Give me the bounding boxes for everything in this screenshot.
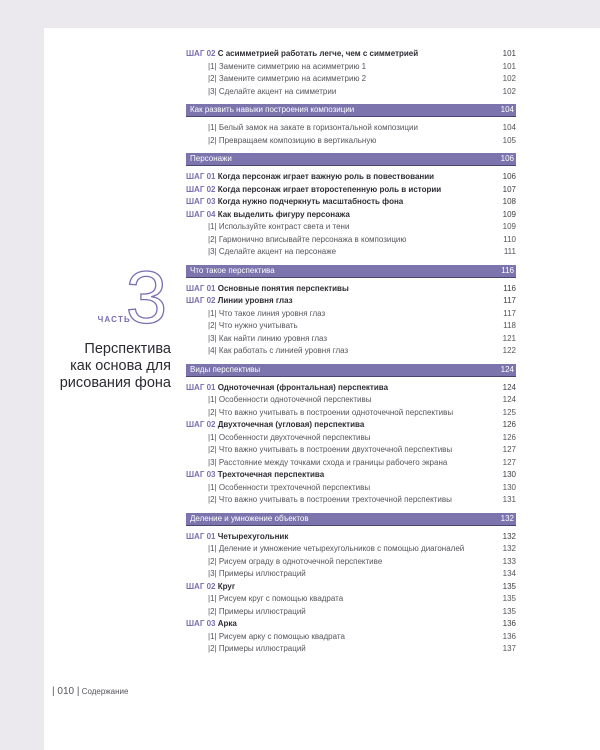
toc-sub-entry[interactable]: [186, 432, 516, 445]
toc-entry-title: Расстояние между точками схода и границы рабочего экрана: [218, 457, 448, 467]
toc-entry-page: 101: [502, 61, 516, 71]
toc-sub-entry[interactable]: [186, 568, 516, 581]
toc-entry-page: 118: [503, 321, 516, 330]
toc-entry-text: [186, 171, 434, 184]
toc-entry-title: Превращаем композицию в вертикальную: [218, 135, 377, 145]
toc-entry-title: Когда персонаж играет важную роль в повествовании: [217, 172, 435, 181]
toc-sub-entry[interactable]: [186, 234, 516, 247]
toc-sub-entry[interactable]: [186, 407, 516, 420]
toc-step-entry[interactable]: [186, 295, 516, 308]
toc-entry-text: [186, 209, 350, 222]
part-title-line: Перспектива: [84, 341, 171, 357]
toc-step-entry[interactable]: [186, 48, 516, 61]
toc-section-page: 106: [500, 154, 514, 163]
toc-sub-label: |2|: [208, 495, 217, 504]
toc-section-title: Как развить навыки построения композиции: [190, 105, 355, 114]
toc-sub-entry[interactable]: [186, 543, 516, 556]
toc-entry-title: Трехточечная перспектива: [217, 470, 325, 479]
toc-sub-label: |2|: [208, 234, 217, 244]
toc-entry-title: Что такое линия уровня глаз: [218, 308, 326, 318]
toc-entry-title: Линии уровня глаз: [217, 296, 293, 305]
toc-entry-title: Белый замок на закате в горизонтальной композиции: [218, 123, 418, 132]
toc-entry-page: 133: [502, 556, 516, 566]
toc-spacer: [186, 98, 516, 101]
toc-sub-entry[interactable]: [186, 86, 516, 99]
toc-step-entry[interactable]: [186, 581, 516, 594]
toc-sub-entry[interactable]: [186, 494, 516, 507]
toc-entry-page: 135: [502, 581, 516, 591]
toc-entry-title: Примеры иллюстраций: [218, 644, 306, 653]
toc-step-entry[interactable]: [186, 209, 516, 222]
toc-entry-page: 122: [502, 346, 516, 355]
toc-step-label: ШАГ 01: [186, 172, 216, 181]
toc-entry-text: [208, 86, 336, 99]
toc-entry-text: [208, 320, 298, 333]
toc-entry-text: [208, 122, 418, 135]
toc-section-page: 124: [500, 364, 514, 374]
toc-sub-label: |2|: [208, 556, 217, 566]
toc-entry-text: [208, 494, 452, 507]
toc-entry-page: 127: [502, 445, 516, 454]
toc-entry-page: 135: [502, 594, 516, 603]
footer-section: Содержание: [81, 687, 129, 696]
toc-entry-title: Двухточечная (угловая) перспектива: [217, 420, 365, 429]
page-footer: [52, 686, 128, 697]
toc-step-entry[interactable]: [186, 531, 516, 544]
toc-sub-entry[interactable]: [186, 308, 516, 321]
toc-step-entry[interactable]: [186, 283, 516, 296]
toc-entry-text: [208, 457, 447, 470]
toc-entry-title: Особенности двухточечной перспективы: [218, 432, 371, 442]
toc-entry-page: 106: [502, 172, 516, 181]
toc-entry-text: [208, 643, 306, 656]
toc-entry-title: Как найти линию уровня глаз: [218, 333, 328, 343]
toc-step-label: ШАГ 02: [186, 581, 216, 591]
toc-step-label: ШАГ 01: [186, 531, 216, 541]
toc-entry-page: 101: [502, 49, 516, 58]
toc-step-label: ШАГ 01: [186, 283, 216, 293]
part-title: [44, 341, 175, 392]
toc-entry-page: 116: [503, 283, 516, 293]
toc-step-label: ШАГ 02: [186, 420, 216, 429]
toc-entry-title: Рисуем круг с помощью квадрата: [218, 594, 344, 603]
toc-sub-entry[interactable]: [186, 593, 516, 606]
toc-entry-text: [208, 135, 376, 148]
toc-step-entry[interactable]: [186, 171, 516, 184]
toc-entry-text: [208, 308, 325, 321]
toc-sub-label: |1|: [208, 631, 217, 641]
toc-section-header[interactable]: [186, 104, 516, 117]
part-number: 3: [125, 256, 167, 339]
toc-sub-entry[interactable]: [186, 457, 516, 470]
toc-entry-text: [208, 333, 327, 346]
toc-entry-title: Сделайте акцент на симметрии: [218, 86, 337, 96]
toc-sub-entry[interactable]: [186, 73, 516, 86]
toc-section-title: Что такое перспектива: [190, 265, 275, 275]
toc-entry-title: Замените симметрию на асимметрию 2: [218, 74, 367, 83]
toc-entry-title: Особенности трехточечной перспективы: [218, 482, 371, 492]
toc-entry-page: 135: [502, 606, 516, 616]
toc-sub-entry[interactable]: [186, 345, 516, 358]
toc-sub-label: |1|: [208, 222, 217, 231]
toc-entry-page: 132: [502, 544, 516, 553]
toc-step-entry[interactable]: [186, 196, 516, 209]
toc-entry-text: [186, 283, 349, 296]
toc-entry-title: Особенности одноточечной перспективы: [218, 395, 372, 404]
toc-entry-page: 132: [502, 531, 516, 541]
toc-sub-label: |4|: [208, 346, 217, 355]
toc-entry-text: [208, 234, 406, 247]
toc-sub-entry[interactable]: [186, 606, 516, 619]
toc-entry-text: [186, 419, 364, 432]
toc-entry-page: 102: [502, 86, 516, 96]
toc-entry-title: Что важно учитывать в построении одноточечной перспективы: [218, 407, 454, 417]
toc-entry-title: Как выделить фигуру персонажа: [217, 209, 350, 219]
toc-entry-page: 131: [502, 495, 516, 504]
toc-sub-label: |3|: [208, 457, 217, 467]
toc-entry-title: Что важно учитывать в построении трехточечной перспективы: [218, 495, 452, 504]
toc-entry-text: [208, 221, 349, 234]
toc-entry-title: Деление и умножение четырехугольников с помощью диагоналей: [218, 544, 465, 553]
part-title-line: рисования фона: [59, 375, 171, 391]
toc-sub-entry[interactable]: [186, 444, 516, 457]
toc-spacer: [186, 147, 516, 150]
toc-entry-page: 127: [502, 457, 516, 467]
toc-entry-page: 126: [502, 420, 516, 429]
toc-entry-title: Когда нужно подчеркнуть масштабность фона: [217, 197, 404, 206]
toc-entry-title: С асимметрией работать легче, чем с симметрией: [217, 49, 419, 58]
toc-spacer: [186, 259, 516, 262]
part-heading: [44, 256, 175, 339]
toc-spacer: [186, 507, 516, 510]
toc-entry-page: 109: [502, 209, 516, 219]
toc-entry-text: [208, 543, 464, 556]
toc-entry-page: 126: [502, 432, 516, 442]
toc-entry-title: Круг: [217, 581, 236, 591]
toc-entry-page: 108: [502, 197, 516, 206]
toc-entry-text: [186, 295, 293, 308]
toc-entry-title: Одноточечная (фронтальная) перспектива: [217, 382, 389, 392]
toc-sub-entry[interactable]: [186, 61, 516, 74]
toc-step-label: ШАГ 04: [186, 209, 216, 219]
toc-entry-text: [208, 631, 345, 644]
toc-section-title: Виды перспективы: [190, 364, 261, 374]
toc-entry-page: 130: [502, 470, 516, 479]
toc-section-title: Деление и умножение объектов: [190, 513, 309, 523]
toc-sub-label: |1|: [208, 544, 217, 553]
toc-entry-text: [186, 618, 237, 631]
toc-sub-entry[interactable]: [186, 631, 516, 644]
toc-entry-text: [208, 593, 343, 606]
toc-entry-page: 136: [502, 631, 516, 641]
toc-entry-page: 137: [502, 644, 516, 653]
toc-entry-title: Что нужно учитывать: [218, 321, 298, 330]
toc-sub-entry[interactable]: [186, 394, 516, 407]
toc-entry-title: Гармонично вписывайте персонажа в композицию: [218, 234, 407, 244]
toc-entry-page: 110: [503, 234, 516, 244]
toc-sub-label: |3|: [208, 86, 217, 96]
toc-sub-label: |2|: [208, 321, 217, 330]
toc-sub-label: |2|: [208, 644, 217, 653]
toc-entry-text: [186, 184, 441, 197]
toc-sub-label: |3|: [208, 569, 217, 578]
toc-entry-page: 102: [502, 74, 516, 83]
toc-sub-label: |2|: [208, 74, 217, 83]
toc-sub-entry[interactable]: [186, 135, 516, 148]
toc-step-label: ШАГ 03: [186, 619, 216, 628]
toc-entry-text: [208, 73, 366, 86]
toc-sub-entry[interactable]: [186, 122, 516, 135]
toc-sub-label: |1|: [208, 482, 217, 492]
toc-section-header[interactable]: [186, 153, 516, 166]
toc-entry-title: Примеры иллюстраций: [218, 569, 306, 578]
toc-sub-entry[interactable]: [186, 246, 516, 259]
toc-entry-title: Что важно учитывать в построении двухточечной перспективы: [218, 445, 453, 454]
toc-entry-page: 104: [502, 123, 516, 132]
toc-entry-text: [186, 382, 388, 395]
toc-entry-text: [186, 48, 418, 61]
toc-step-label: ШАГ 02: [186, 296, 216, 305]
toc-entry-page: 124: [502, 382, 516, 392]
toc-sub-label: |1|: [208, 432, 217, 442]
toc-entry-text: [208, 345, 348, 358]
toc-entry-page: 125: [502, 407, 516, 417]
toc-entry-page: 117: [503, 296, 516, 305]
toc-sub-label: |3|: [208, 247, 217, 256]
toc-entry-title: Основные понятия перспективы: [217, 283, 349, 293]
part-title-line: как основа для: [70, 358, 171, 374]
toc-entry-text: [186, 196, 403, 209]
toc-entry-page: 124: [502, 395, 516, 404]
toc-entry-text: [208, 246, 336, 259]
toc-section-title: Персонажи: [190, 154, 232, 163]
toc-sub-label: |1|: [208, 308, 217, 318]
toc-section-header[interactable]: [186, 513, 516, 526]
toc-section-page: 104: [500, 105, 514, 114]
toc-sub-label: |1|: [208, 594, 217, 603]
footer-page-number: | 010 |: [52, 686, 80, 697]
toc-entry-title: Замените симметрию на асимметрию 1: [218, 61, 367, 71]
toc-entry-title: Примеры иллюстраций: [218, 606, 306, 616]
toc-entry-page: 134: [502, 569, 516, 578]
book-page: [44, 28, 600, 750]
toc-step-label: ШАГ 02: [186, 49, 216, 58]
toc-entry-text: [208, 606, 306, 619]
toc-step-entry[interactable]: [186, 184, 516, 197]
toc-step-label: ШАГ 03: [186, 470, 216, 479]
toc-entry-text: [186, 469, 324, 482]
toc-sub-label: |1|: [208, 395, 217, 404]
toc-entry-page: 130: [502, 482, 516, 492]
toc-entry-page: 107: [502, 184, 516, 194]
toc-entry-page: 109: [502, 222, 516, 231]
part-label: ЧАСТЬ: [97, 315, 131, 324]
toc-sub-entry[interactable]: [186, 643, 516, 656]
toc-entry-text: [208, 444, 452, 457]
toc-entry-title: Когда персонаж играет второстепенную роль в истории: [217, 184, 442, 194]
toc-entry-text: [208, 394, 371, 407]
toc-sub-entry[interactable]: [186, 482, 516, 495]
toc-entry-title: Используйте контраст света и тени: [218, 222, 350, 231]
toc-entry-text: [208, 61, 366, 74]
toc-section-header[interactable]: [186, 364, 516, 377]
toc-entry-page: 136: [502, 619, 516, 628]
toc-sub-entry[interactable]: [186, 320, 516, 333]
toc-entry-text: [208, 482, 370, 495]
toc-step-entry[interactable]: [186, 618, 516, 631]
toc-step-entry[interactable]: [186, 469, 516, 482]
toc-entry-page: 111: [503, 247, 516, 256]
toc-sub-entry[interactable]: [186, 333, 516, 346]
table-of-contents: [186, 48, 516, 656]
toc-entry-title: Арка: [217, 619, 237, 628]
toc-entry-text: [208, 432, 371, 445]
toc-sub-label: |2|: [208, 445, 217, 454]
toc-entry-title: Четырехугольник: [217, 531, 289, 541]
toc-entry-text: [208, 568, 306, 581]
toc-section-page: 116: [501, 265, 514, 275]
toc-section-header[interactable]: [186, 265, 516, 278]
toc-entry-title: Как работать с линией уровня глаз: [218, 346, 349, 355]
toc-entry-text: [208, 556, 382, 569]
toc-entry-page: 121: [502, 333, 516, 343]
toc-step-label: ШАГ 01: [186, 382, 216, 392]
toc-sub-label: |2|: [208, 606, 217, 616]
toc-step-label: ШАГ 03: [186, 197, 216, 206]
toc-sub-label: |2|: [208, 135, 217, 145]
toc-entry-title: Рисуем арку с помощью квадрата: [218, 631, 345, 641]
toc-entry-title: Рисуем ограду в одноточечной перспективе: [218, 556, 383, 566]
toc-section-page: 132: [500, 513, 514, 523]
toc-entry-page: 105: [502, 135, 516, 145]
toc-sub-label: |3|: [208, 333, 217, 343]
toc-sub-entry[interactable]: [186, 556, 516, 569]
toc-entry-text: [186, 531, 288, 544]
part-block: [44, 256, 175, 392]
toc-entry-title: Сделайте акцент на персонаже: [218, 247, 337, 256]
toc-step-label: ШАГ 02: [186, 184, 216, 194]
toc-sub-entry[interactable]: [186, 221, 516, 234]
toc-step-entry[interactable]: [186, 382, 516, 395]
toc-step-entry[interactable]: [186, 419, 516, 432]
toc-entry-text: [208, 407, 453, 420]
toc-entry-page: 117: [503, 308, 516, 318]
toc-sub-label: |2|: [208, 407, 217, 417]
toc-sub-label: |1|: [208, 123, 217, 132]
toc-spacer: [186, 358, 516, 361]
toc-sub-label: |1|: [208, 61, 217, 71]
toc-entry-text: [186, 581, 235, 594]
